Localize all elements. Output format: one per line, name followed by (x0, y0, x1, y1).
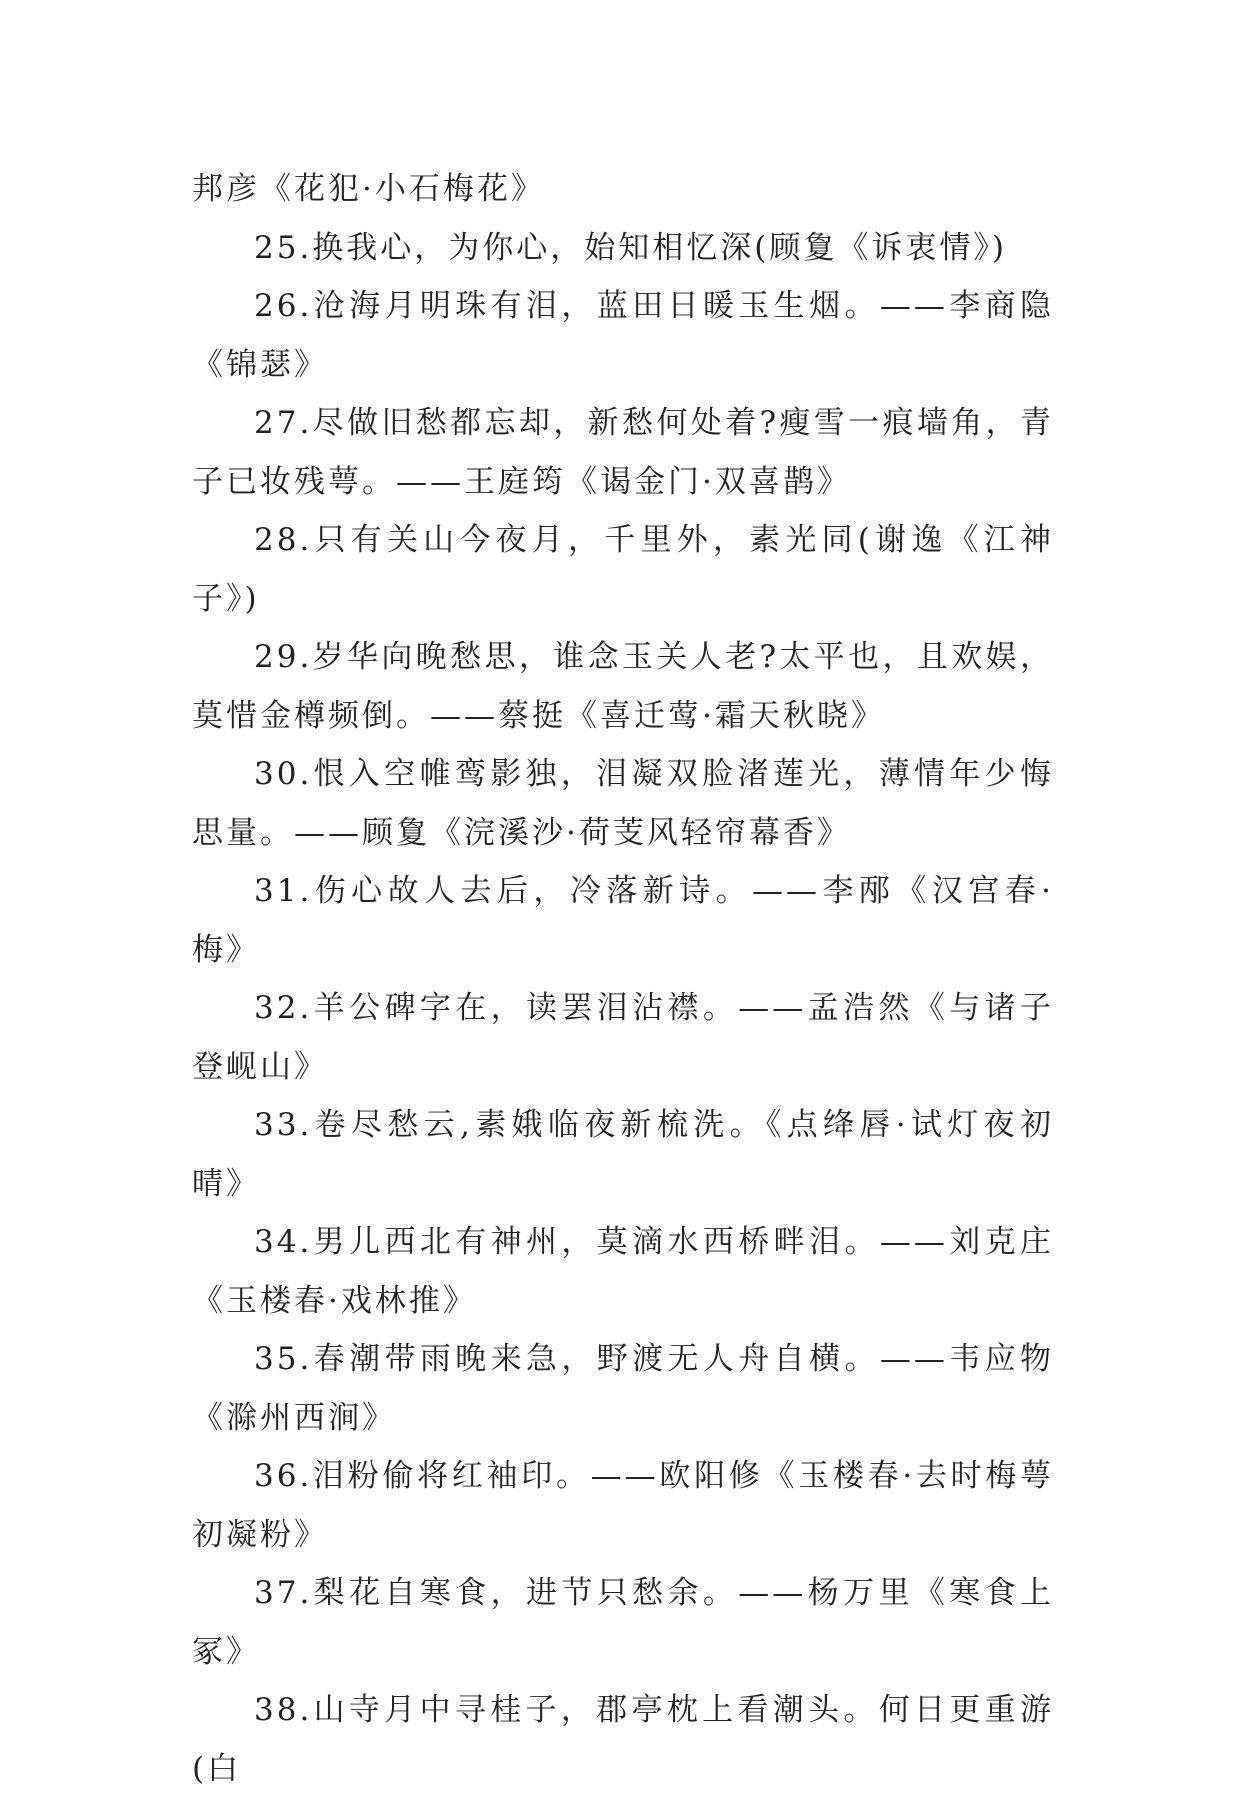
quote-item-33: 33.卷尽愁云,素娥临夜新梳洗。《点绛唇·试灯夜初晴》 (192, 1107, 1054, 1202)
quote-item-30: 30.恨入空帷鸾影独，泪凝双脸渚莲光，薄情年少悔思量。——顾夐《浣溪沙·荷芰风轻帘幕香》 (192, 756, 1054, 851)
quote-item-38: 38.山寺月中寻桂子，郡亭枕上看潮头。何日更重游(白 (192, 1692, 1054, 1787)
paragraph-continuation: 邦彦《花犯·小石梅花》 (192, 171, 545, 207)
quote-item-31: 31.伤心故人去后，冷落新诗。——李邴《汉宫春·梅》 (192, 873, 1054, 968)
quote-item-26: 26.沧海月明珠有泪，蓝田日暖玉生烟。——李商隐《锦瑟》 (192, 288, 1054, 383)
quote-item-27: 27.尽做旧愁都忘却，新愁何处着?瘦雪一痕墙角，青子已妆残萼。——王庭筠《谒金门·双喜鹊》 (192, 405, 1054, 500)
quote-item-35: 35.春潮带雨晚来急，野渡无人舟自横。——韦应物《滁州西涧》 (192, 1341, 1054, 1436)
quote-item-34: 34.男儿西北有神州，莫滴水西桥畔泪。——刘克庄《玉楼春·戏林推》 (192, 1224, 1054, 1319)
document-body (192, 160, 1054, 1798)
quote-item-25: 25.换我心，为你心，始知相忆深(顾夐《诉衷情》) (254, 229, 1007, 266)
quote-item-28: 28.只有关山今夜月，千里外，素光同(谢逸《江神子》) (192, 522, 1054, 617)
quote-item-37: 37.梨花自寒食，进节只愁余。——杨万里《寒食上冢》 (192, 1575, 1054, 1670)
quote-item-32: 32.羊公碑字在，读罢泪沾襟。——孟浩然《与诸子登岘山》 (192, 990, 1054, 1085)
quote-item-29: 29.岁华向晚愁思，谁念玉关人老?太平也，且欢娱，莫惜金樽频倒。——蔡挺《喜迁莺·霜天秋晓》 (192, 639, 1054, 734)
quote-item-36: 36.泪粉偷将红袖印。——欧阳修《玉楼春·去时梅萼初凝粉》 (192, 1458, 1054, 1553)
